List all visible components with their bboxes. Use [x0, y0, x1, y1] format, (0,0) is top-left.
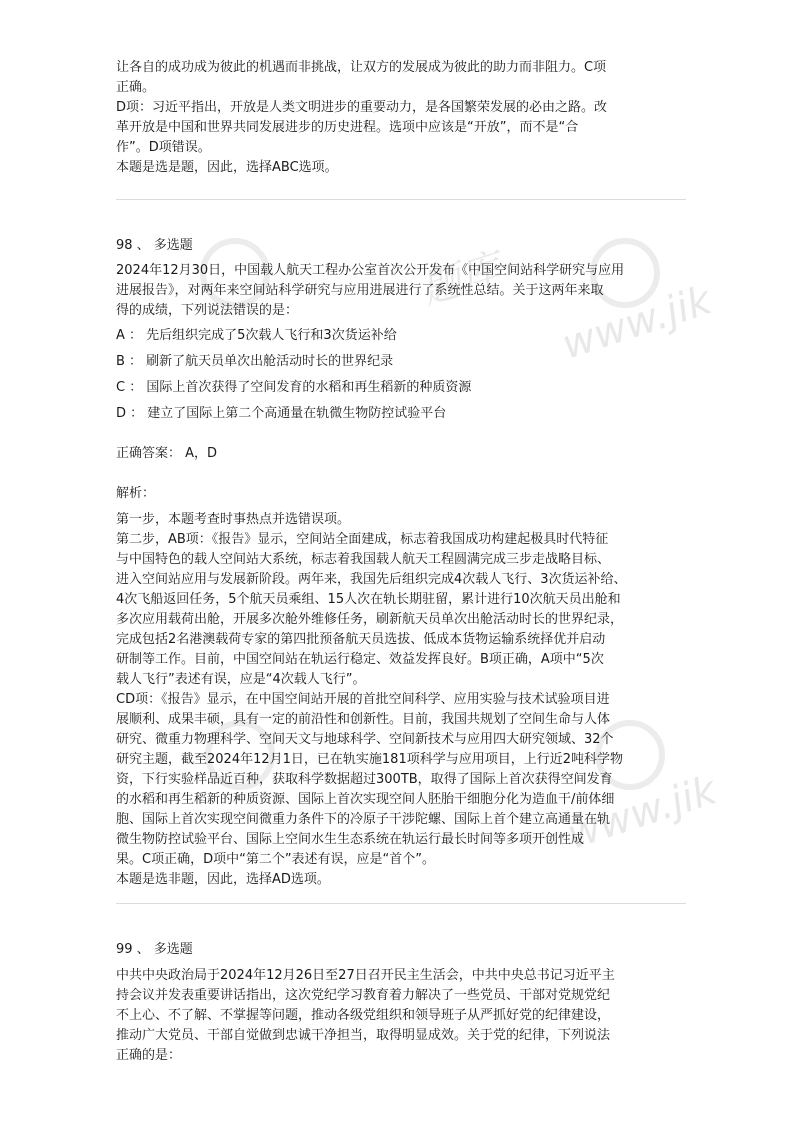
analysis-line: 多次应用载荷出舱，开展多次舱外维修任务，刷新航天员单次出舱活动时长的世界纪录，: [116, 612, 624, 627]
question-stem-line: 推动广大党员、干部自觉做到忠诚干净担当，取得明显成效。关于党的纪律，下列说法: [116, 1028, 611, 1043]
analysis-line: 4次飞船返回任务，5个航天员乘组、15人次在轨长期驻留，累计进行10次航天员出舱和: [116, 592, 621, 607]
previous-answer-block: [116, 58, 686, 178]
question-stem-line: 持会议并发表重要讲话指出，这次党纪学习教育着力解决了一些党员、干部对党规党纪: [116, 988, 611, 1003]
paragraph-line: 革开放是中国和世界共同发展进步的历史进程。选项中应该是“开放”，而不是“合: [116, 120, 579, 135]
analysis-line: 进入空间站应用与发展新阶段。两年来，我国先后组织完成4次载人飞行、3次货运补给、: [116, 572, 627, 587]
question-98: [116, 236, 686, 890]
analysis-line: CD项：《报告》显示，在中国空间站开展的首批空间科学、应用实验与技术试验项目进: [116, 692, 610, 707]
analysis-label: 解析：: [116, 486, 156, 501]
option-a: A ： 先后组织完成了5次载人飞行和3次货运补给: [116, 328, 397, 343]
analysis-line: 研制等工作。目前，中国空间站在轨运行稳定、效益发挥良好。B项正确，A项中“5次: [116, 652, 604, 667]
divider: [116, 199, 686, 200]
divider: [116, 903, 686, 904]
question-stem-line: 得的成绩，下列说法错误的是：: [116, 303, 299, 318]
question-99: [116, 940, 686, 1066]
analysis-line: 完成包括2名港澳载荷专家的第四批预备航天员选拔、低成本货物运输系统择优并启动: [116, 632, 606, 647]
analysis-line: 果。C项正确，D项中“第二个”表述有误，应是“首个”。: [116, 852, 436, 867]
analysis-line: 第二步，AB项：《报告》显示，空间站全面建成，标志着我国成功构建起极具时代特征: [116, 532, 609, 547]
analysis-line: 第一步，本题考查时事热点并选错误项。: [116, 512, 351, 527]
option-b: B ： 刷新了航天员单次出舱活动时长的世界纪录: [116, 354, 394, 369]
correct-answer: 正确答案： A，D: [116, 446, 218, 461]
watermark-text-lower-right: www.jik: [561, 767, 723, 859]
question-header: 99 、 多选题: [116, 942, 193, 957]
question-stem-line: 进展报告》，对两年来空间站科学研究与应用进展进行了系统性总结。关于这两年来取: [116, 283, 604, 298]
option-c: C ： 国际上首次获得了空间发育的水稻和再生稻新的种质资源: [116, 380, 472, 395]
analysis-line: 展顺利、成果丰硕，具有一定的前沿性和创新性。目前，我国共规划了空间生命与人体: [116, 712, 611, 727]
analysis-line: 微生物防控试验平台、国际上空间水生生态系统在轨运行最长时间等多项开创性成: [116, 832, 585, 847]
analysis-line: 载人飞行”表述有误，应是“4次载人飞行”。: [116, 672, 366, 687]
analysis-line: 资，下行实验样品近百种，获取科学数据超过300TB，取得了国际上首次获得空间发育: [116, 772, 613, 787]
question-stem-line: 2024年12月30日，中国载人航天工程办公室首次公开发布《中国空间站科学研究与应用: [116, 263, 625, 278]
paragraph-line: 让各自的成功成为彼此的机遇而非挑战，让双方的发展成为彼此的助力而非阻力。C项: [116, 60, 607, 75]
paragraph-line: 正确。: [116, 80, 156, 95]
paragraph-line: D项：习近平指出，开放是人类文明进步的重要动力，是各国繁荣发展的必由之路。改: [116, 100, 608, 115]
question-stem-line: 不上心、不了解、不掌握等问题，推动各级党组织和领导班子从严抓好党的纪律建设，: [116, 1008, 611, 1023]
analysis-line: 胞、国际上首次实现空间微重力条件下的冷原子干涉陀螺、国际上首个建立高通量在轨: [116, 812, 611, 827]
paragraph-line: 作”。D项错误。: [116, 140, 211, 155]
watermark-text-right: www.jik: [556, 277, 718, 369]
paragraph-line: 本题是选是题，因此，选择ABC选项。: [116, 160, 338, 175]
question-stem-line: 中共中央政治局于2024年12月26日至27日召开民主生活会，中共中央总书记习近平主: [116, 968, 615, 983]
watermark-text-left: 题库: [415, 245, 507, 315]
analysis-line: 本题是选非题，因此，选择AD选项。: [116, 872, 330, 887]
analysis-line: 与中国特色的载人空间站大系统，标志着我国载人航天工程圆满完成三步走战略目标、: [116, 552, 611, 567]
analysis-line: 研究、微重力物理科学、空间天文与地球科学、空间新技术与应用四大研究领域、32个: [116, 732, 614, 747]
option-d: D ： 建立了国际上第二个高通量在轨微生物防控试验平台: [116, 406, 447, 421]
question-stem-line: 正确的是：: [116, 1048, 182, 1063]
analysis-line: 研究主题，截至2024年12月1日，已在轨实施181项科学与应用项目，上行近2吨科学物: [116, 752, 623, 767]
question-header: 98 、 多选题: [116, 238, 193, 253]
analysis-line: 的水稻和再生稻新的种质资源、国际上首次实现空间人胚胎干细胞分化为造血干/前体细: [116, 792, 615, 807]
